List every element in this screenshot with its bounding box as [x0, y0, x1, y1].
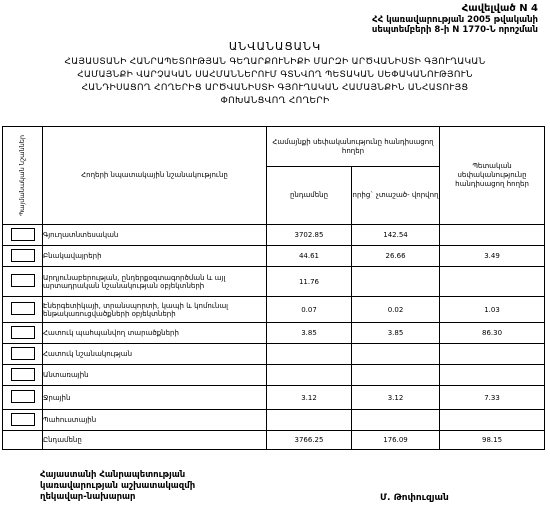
row-total: 0.07 [267, 297, 352, 323]
table-row [3, 297, 545, 323]
row-state: 3.49 [440, 246, 545, 267]
row-label: Բնակավայրերի [43, 246, 267, 267]
row-state [440, 410, 545, 431]
row-total [267, 365, 352, 386]
row-incl [352, 344, 440, 365]
row-total [267, 344, 352, 365]
total-incl: 176.09 [352, 431, 440, 450]
legend-box [11, 413, 35, 426]
legend-box [11, 249, 35, 262]
annex-title: Հավելված N 4 [461, 3, 538, 14]
row-total: 44.61 [267, 246, 352, 267]
land-table [2, 126, 545, 450]
row-label: Հատուկ նշանակության [43, 344, 267, 365]
row-total [267, 410, 352, 431]
row-incl: 26.66 [352, 246, 440, 267]
row-state [440, 225, 545, 246]
header-state: Պետական սեփականությունը հանդիսացող հողեր [440, 127, 545, 225]
row-total: 3.85 [267, 323, 352, 344]
row-total: 3702.85 [267, 225, 352, 246]
signature-line-2: կառավարության աշխատակազմի [40, 481, 196, 491]
row-label: Ջրային [43, 386, 267, 410]
total-row [3, 431, 545, 450]
table-row [3, 365, 545, 386]
row-state [440, 344, 545, 365]
legend-box [11, 228, 35, 241]
annex-line-1: ՀՀ կառավարության 2005 թվականի [372, 14, 538, 25]
row-incl: 3.12 [352, 386, 440, 410]
heading-line-4: ՓՈԽԱՆՑՎՈՂ ՀՈՂԵՐԻ [220, 96, 330, 106]
row-label: Անտառային [43, 365, 267, 386]
row-state: 86.30 [440, 323, 545, 344]
signature-line-1: Հայաստանի Հանրապետության [40, 470, 186, 480]
annex-line-2: սեպտեմբերի 8-ի N 1770-Ն որոշման [371, 25, 538, 35]
row-incl [352, 365, 440, 386]
total-value: 3766.25 [267, 431, 352, 450]
signature-position [40, 470, 195, 503]
document-heading [20, 56, 530, 108]
total-state: 98.15 [440, 431, 545, 450]
signature-line-3: ղեկավար-նախարար [40, 492, 136, 502]
header-incl: որից` չտաշած- վորվող [352, 167, 440, 225]
table-row [3, 246, 545, 267]
legend-box [11, 274, 35, 287]
row-label: Էներգետիկայի, տրանսպորտի, կապի և կոմունալ ենթակառուցվածքների օբյեկտների [43, 297, 267, 323]
row-incl [352, 410, 440, 431]
row-state: 1.03 [440, 297, 545, 323]
table-row [3, 386, 545, 410]
table-row [3, 225, 545, 246]
table-row [3, 267, 545, 297]
row-label: Արդյունաբերության, ընդերքօգտագործման և այլ արտադրական նշանակության օբյեկտների [43, 267, 267, 297]
row-state [440, 267, 545, 297]
table-row [3, 344, 545, 365]
row-incl: 3.85 [352, 323, 440, 344]
row-total: 11.76 [267, 267, 352, 297]
annex-block [338, 4, 538, 36]
legend-box [11, 302, 35, 315]
table-row [3, 410, 545, 431]
row-state [440, 365, 545, 386]
row-incl: 0.02 [352, 297, 440, 323]
header-code: Պայմանական նշաններ [3, 127, 43, 225]
signature-name: Մ. Թոփուզյան [380, 493, 449, 503]
legend-box [11, 368, 35, 381]
header-purpose: Հողերի նպատակային նշանակությունը [43, 127, 267, 225]
row-label: Հատուկ պահպանվող տարածքների [43, 323, 267, 344]
total-label: Ընդամենը [43, 431, 267, 450]
row-label: Գյուղատնտեսական [43, 225, 267, 246]
row-incl [352, 267, 440, 297]
legend-box [11, 347, 35, 360]
heading-line-3: ՀԱՆԴԻՍԱՑՈՂ ՀՈՂԵՐԻՑ ԱՐԾՎԱՆԻՍՏԻ ԳՅՈՒՂԱԿԱՆ ՀԱՄԱՅՆՔԻՆ ԱՆՀԱՏՈՒՅՑ [81, 83, 469, 93]
row-state: 7.33 [440, 386, 545, 410]
heading-line-1: ՀԱՅԱՍՏԱՆԻ ՀԱՆՐԱՊԵՏՈՒԹՅԱՆ ԳԵՂԱՐՔՈՒՆԻՔԻ ՄԱՐԶԻ ԱՐԾՎԱՆԻՍՏԻ ԳՅՈՒՂԱԿԱՆ [64, 57, 486, 67]
heading-line-2: ՀԱՄԱՅՆՔԻ ՎԱՐՉԱԿԱՆ ՍԱՀՄԱՆՆԵՐՈՒՄ ԳՏՆՎՈՂ ՊԵՏԱԿԱՆ ՍԵՓԱԿԱՆՈՒԹՅՈՒՆ [77, 70, 473, 80]
table-row [3, 323, 545, 344]
header-community: Համայնքի սեփականությունը հանդիսացող հողեր [267, 127, 440, 167]
legend-box [11, 390, 35, 403]
row-total: 3.12 [267, 386, 352, 410]
document-title: ԱՆՎԱՆԱՑԱՆԿ [228, 40, 322, 53]
header-total: ընդամենը [267, 167, 352, 225]
legend-box [11, 326, 35, 339]
row-label: Պահուստային [43, 410, 267, 431]
row-incl: 142.54 [352, 225, 440, 246]
